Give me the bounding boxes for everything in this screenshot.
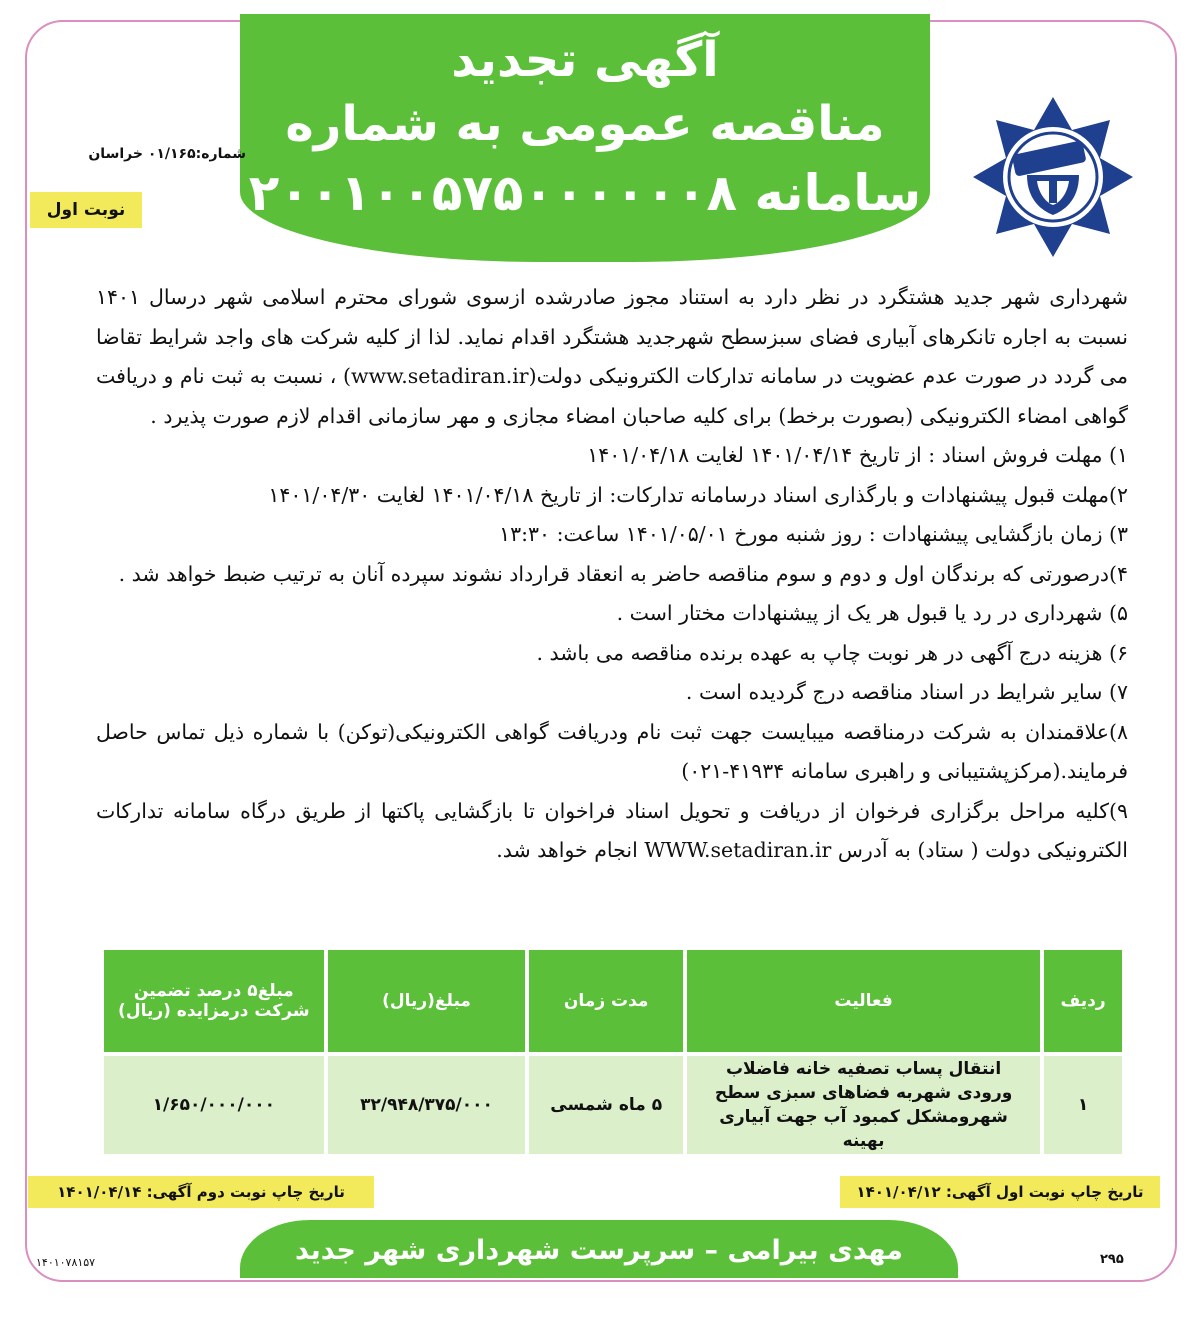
clause-4: ۴)درصورتی که برندگان اول و دوم و سوم مناقصه حاضر به انعقاد قرارداد نشوند سپرده آنان به ترتیب ضبط خواهد شد . <box>118 561 1128 586</box>
page-number: ۲۹۵ <box>1100 1252 1124 1267</box>
second-print-date: تاریخ چاپ نوبت دوم آگهی: ۱۴۰۱/۰۴/۱۴ <box>28 1176 374 1208</box>
intro-paragraph: شهرداری شهر جدید هشتگرد در نظر دارد به استناد مجوز صادرشده ازسوی شورای محترم اسلامی شهر درسال ۱۴۰۱ نسبت به اجاره تانکرهای آبیاری فضای سبزسطح شهرجدید هشتگرد اقدام نماید. لذا از کلیه شرکت های واجد شرایط تقاضا می گردد در صورت عدم عضویت در سامانه تدارکات الکترونیکی دولت(www.setadiran.ir) ، نسبت به ثبت نام و دریافت گواهی امضاء الکترونیکی (بصورت برخط) برای کلیه صاحبان امضاء مجازی و مهر سازمانی اقدام لازم صورت پذیرد . <box>96 285 1128 428</box>
ad-code: ۱۴۰۱۰۷۸۱۵۷ <box>36 1256 96 1269</box>
clause-1: ۱) مهلت فروش اسناد : از تاریخ ۱۴۰۱/۰۴/۱۴ لغایت ۱۴۰۱/۰۴/۱۸ <box>587 443 1128 467</box>
title-line-3: سامانه ۲۰۰۱۰۰۵۷۵۰۰۰۰۰۰۸ <box>248 164 922 222</box>
col-duration: مدت زمان <box>529 950 683 1052</box>
clause-6: ۶) هزینه درج آگهی در هر نوبت چاپ به عهده برنده مناقصه می باشد . <box>536 640 1128 665</box>
clause-8: ۸)علاقمندان به شرکت درمناقصه میبایست جهت ثبت نام ودریافت گواهی الکترونیکی(توکن) با شماره ذیل تماس حاصل فرمایند.(مرکزپشتیبانی و راهبری سامانه ۴۱۹۳۴-۰۲۱) <box>96 719 1128 783</box>
col-guarantee: مبلغ۵ درصد تضمین شرکت درمزایده (ریال) <box>104 950 324 1052</box>
clause-2: ۲)مهلت قبول پیشنهادات و بارگذاری اسناد درسامانه تدارکات: از تاریخ ۱۴۰۱/۰۴/۱۸ لغایت ۱۴۰۱/۰۴/۳۰ <box>268 482 1128 507</box>
clause-5: ۵) شهرداری در رد یا قبول هر یک از پیشنهادات مختار است . <box>616 601 1128 625</box>
cell-activity: انتقال پساب تصفیه خانه فاضلاب ورودی شهربه فضاهای سبزی سطح شهرومشکل کمبود آب جهت آبیاری بهینه <box>687 1056 1040 1154</box>
cell-row-number: ۱ <box>1044 1056 1122 1154</box>
title-line-1: آگهی تجدید <box>451 32 719 88</box>
tender-table <box>100 946 1126 1158</box>
municipality-logo-icon <box>968 92 1138 262</box>
cell-guarantee: ۱/۶۵۰/۰۰۰/۰۰۰ <box>104 1056 324 1154</box>
col-row-number: ردیف <box>1044 950 1122 1052</box>
first-print-date: تاریخ چاپ نوبت اول آگهی: ۱۴۰۱/۰۴/۱۲ <box>840 1176 1160 1208</box>
title-line-2: مناقصه عمومی به شماره <box>285 96 885 152</box>
table-header-row <box>104 950 1122 1052</box>
table-row <box>104 1056 1122 1154</box>
cell-duration: ۵ ماه شمسی <box>529 1056 683 1154</box>
notice-body <box>96 278 1128 871</box>
col-amount: مبلغ(ریال) <box>328 950 526 1052</box>
title-banner <box>240 14 930 262</box>
round-badge: نوبت اول <box>30 192 142 228</box>
serial-number: شماره:۰۱/۱۶۵ خراسان <box>88 146 246 162</box>
col-activity: فعالیت <box>687 950 1040 1052</box>
signature-banner: مهدی بیرامی – سرپرست شهرداری شهر جدید هشتگرد <box>240 1220 958 1278</box>
clause-7: ۷) سایر شرایط در اسناد مناقصه درج گردیده است . <box>685 680 1128 704</box>
cell-amount: ۳۲/۹۴۸/۳۷۵/۰۰۰ <box>328 1056 526 1154</box>
clause-9: ۹)کلیه مراحل برگزاری فرخوان از دریافت و تحویل اسناد فراخوان تا بازگشایی پاکتها از طریق درگاه سامانه تدارکات الکترونیکی دولت ( ستاد) به آدرس WWW.setadiran.ir انجام خواهد شد. <box>96 798 1128 862</box>
clause-3: ۳) زمان بازگشایی پیشنهادات : روز شنبه مورخ ۱۴۰۱/۰۵/۰۱ ساعت: ۱۳:۳۰ <box>499 522 1128 546</box>
